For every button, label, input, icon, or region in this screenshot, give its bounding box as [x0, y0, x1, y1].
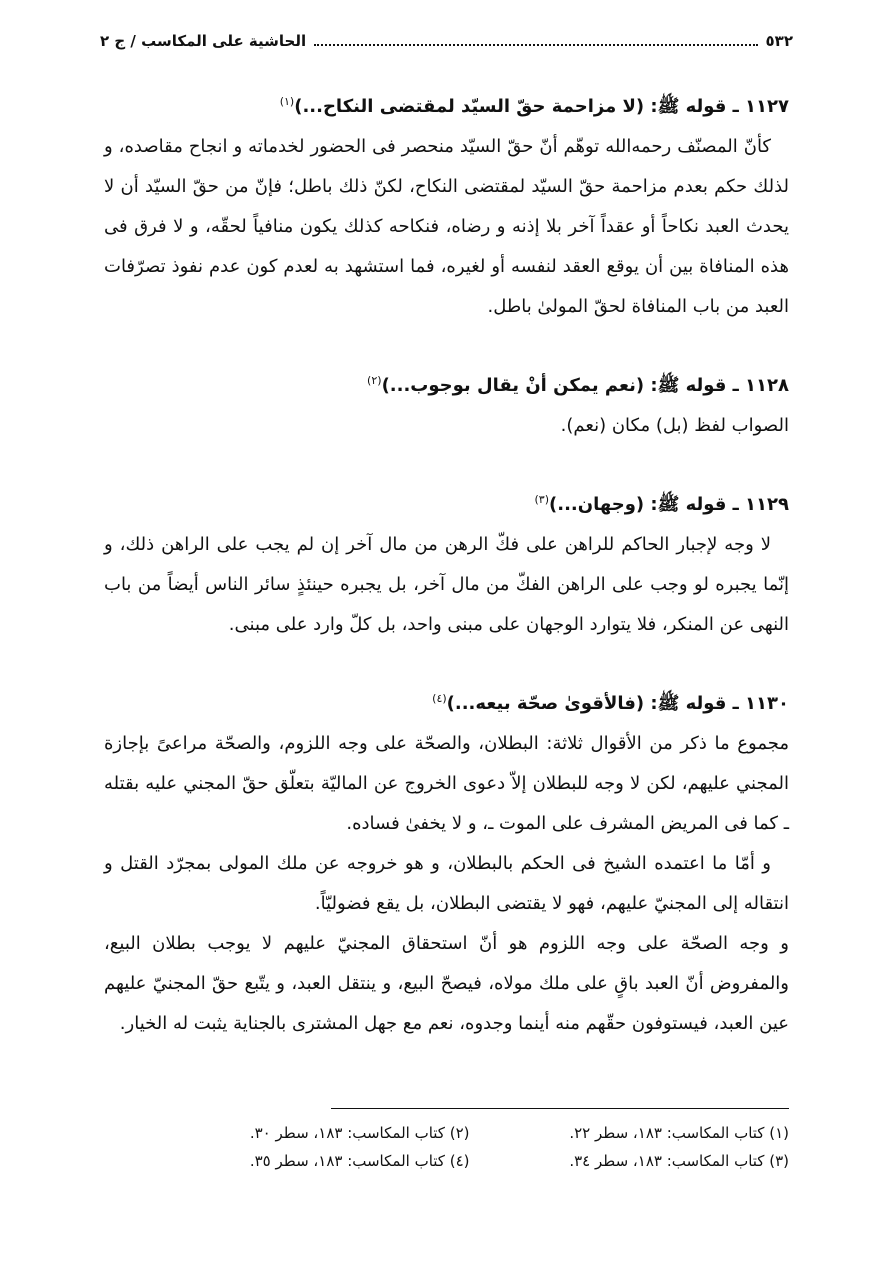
page-number: ٥٣٢	[765, 32, 793, 50]
footnote: (٢) كتاب المكاسب: ١٨٣، سطر ٣٠.	[249, 1124, 470, 1142]
section-1127	[104, 82, 789, 327]
section-heading: ١١٣٠ ـ قوله ﷺ: (فالأقوىٰ صحّة بيعه...)$^{(٤)}$	[432, 692, 789, 714]
paragraph: كأنّ المصنّف رحمه‌الله توهّم أنّ حقّ السيّد منحصر فى الحضور لخدماته و انجاح مقاصده، و لذلك حكم بعدم مزاحمة حقّ السيّد لمقتضى النكاح، لكنّ ذلك باطل؛ فإنّ من حقّ السيّد أن لا يحدث العبد نكاحاً أو عقداً آخر بلا إذنه و رضاه، فنكاحه كذلك يكون منافياً لحقّه، و لا فرق فى هذه المنافاة بين أن يوقع العقد لنفسه أو لغيره، فما استشهد به لعدم كون عدم نفوذ تصرّفات العبد من باب المنافاة لحقّ المولىٰ باطل.	[104, 136, 789, 317]
book-title: الحاشية على المكاسب / ج ٢	[100, 32, 307, 50]
section-1128	[104, 361, 789, 446]
section-heading: ١١٢٩ ـ قوله ﷺ: (وجهان...)$^{(٣)}$	[534, 493, 789, 515]
main-text	[104, 82, 789, 1044]
paragraph: و وجه الصحّة على وجه اللزوم هو أنّ استحقاق المجنيّ عليهم لا يوجب بطلان البيع، والمفروض أنّ العبد باقٍ على ملك مولاه، فيصحّ البيع، و ينتقل العبد، و يتّبع حقّ المجنيّ عليهم عين العبد، فيستوفون حقّهم منه أينما وجدوه، نعم مع جهل المشترى بالجناية يثبت له الخيار.	[104, 933, 789, 1034]
section-1130	[104, 679, 789, 1044]
footnote-separator	[331, 1108, 789, 1109]
footnote-ref: (٤)	[432, 692, 447, 705]
footnote-ref: (١)	[279, 95, 295, 108]
header-dot-leader	[314, 44, 757, 46]
footnote-ref: (٢)	[367, 374, 382, 387]
paragraph: و أمّا ما اعتمده الشيخ فى الحكم بالبطلان، و هو خروجه عن ملك المولى بمجرّد القتل و انتقاله إلى المجنيّ عليهم، فهو لا يقتضى البطلان، بل يقع فضوليّاً.	[104, 853, 789, 914]
footnote: (٤) كتاب المكاسب: ١٨٣، سطر ٣٥.	[249, 1152, 470, 1170]
footnote: (١) كتاب المكاسب: ١٨٣، سطر ٢٢.	[569, 1124, 789, 1142]
paragraph: لا وجه لإجبار الحاكم للراهن على فكّ الرهن من مال آخر إن لم يجب على الراهن ذلك، و إنّما يجبره لو وجب على الراهن الفكّ من مال آخر، بل يجبره حينئذٍ سائر الناس أيضاً من باب النهى عن المنكر، فلا يتوارد الوجهان على مبنى واحد، بل كلّ وارد على مبنى.	[104, 534, 789, 635]
section-heading: ١١٢٧ ـ قوله ﷺ: (لا مزاحمة حقّ السيّد لمقتضى النكاح...)$^{(١)}$	[279, 95, 789, 117]
footnotes	[190, 1120, 789, 1174]
paragraph: مجموع ما ذكر من الأقوال ثلاثة: البطلان، والصحّة على وجه اللزوم، والصحّة مراعىً بإجازة المجني عليهم، لكن لا وجه للبطلان إلاّ دعوى الخروج عن الماليّة بتعلّق حقّ المجني عليه بقتله ـ كما فى المريض المشرف على الموت ـ، و لا يخفىٰ فساده.	[104, 733, 789, 834]
footnote-ref: (٣)	[534, 493, 549, 506]
running-header	[100, 32, 793, 50]
paragraph: الصواب لفظ (بل) مكان (نعم).	[560, 415, 789, 436]
section-heading: ١١٢٨ ـ قوله ﷺ: (نعم يمكن أنْ يقال بوجوب...)$^{(٢)}$	[367, 374, 789, 396]
section-1129	[104, 480, 789, 645]
footnote: (٣) كتاب المكاسب: ١٨٣، سطر ٣٤.	[569, 1152, 789, 1170]
